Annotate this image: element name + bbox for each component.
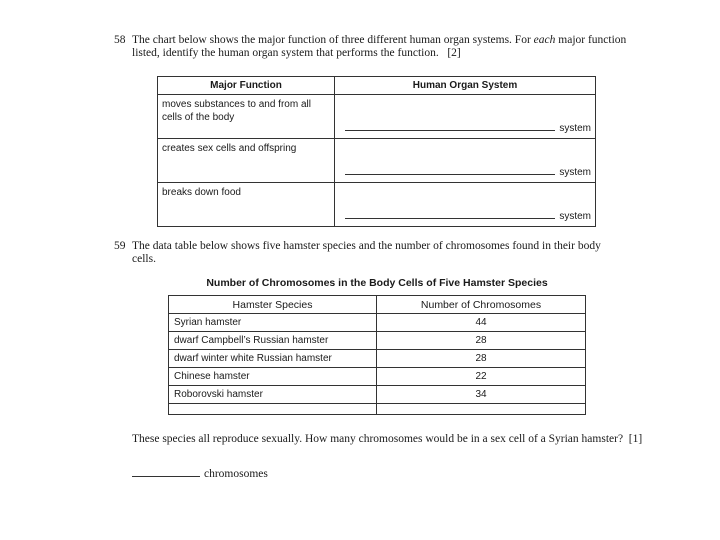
question-58-number: 58: [114, 34, 126, 46]
header-number-of-chromosomes: Number of Chromosomes: [377, 296, 586, 314]
chromosome-answer-line: [132, 466, 268, 480]
header-human-organ-system: Human Organ System: [335, 77, 596, 95]
table-row: [158, 183, 596, 227]
question-59: [114, 240, 642, 266]
answer-blank[interactable]: [345, 166, 555, 175]
species-cell: Roborovski hamster: [169, 386, 377, 404]
hamster-table-title: Number of Chromosomes in the Body Cells of Five Hamster Species: [206, 277, 548, 289]
question-58-line2: listed, identify the human organ system that performs the function. [2]: [132, 47, 461, 59]
chromosome-count-cell: 44: [377, 314, 586, 332]
answer-unit: chromosomes: [204, 468, 268, 480]
question-59-number: 59: [114, 240, 126, 252]
question-58: [114, 34, 642, 60]
table-row: [169, 350, 586, 368]
organ-system-table-header: [158, 77, 596, 95]
table-row: [158, 95, 596, 139]
chromosome-count-cell: 28: [377, 350, 586, 368]
species-cell: dwarf winter white Russian hamster: [169, 350, 377, 368]
empty-cell: [169, 404, 377, 415]
organ-system-answer-cell[interactable]: system: [335, 95, 596, 139]
table-row: [169, 386, 586, 404]
header-major-function: Major Function: [158, 77, 335, 95]
function-cell: creates sex cells and offspring: [158, 139, 335, 183]
answer-blank[interactable]: [345, 210, 555, 219]
question-59-line2: cells.: [132, 253, 156, 265]
organ-system-table: [157, 76, 596, 227]
table-row: [169, 332, 586, 350]
question-59-credit: [1]: [628, 433, 643, 445]
table-row: [169, 368, 586, 386]
empty-cell: [377, 404, 586, 415]
header-hamster-species: Hamster Species: [169, 296, 377, 314]
question-58-credit: [2]: [447, 47, 461, 59]
species-cell: Chinese hamster: [169, 368, 377, 386]
question-59-prompt: These species all reproduce sexually. How many chromosomes would be in a sex cell of a Syrian hamster? [1]: [132, 433, 643, 445]
function-cell: breaks down food: [158, 183, 335, 227]
function-cell: moves substances to and from all cells of the body: [158, 95, 335, 139]
species-cell: dwarf Campbell’s Russian hamster: [169, 332, 377, 350]
species-cell: Syrian hamster: [169, 314, 377, 332]
organ-system-answer-cell[interactable]: system: [335, 183, 596, 227]
chromosome-count-cell: 28: [377, 332, 586, 350]
chromosome-answer-blank[interactable]: [132, 466, 200, 477]
table-row: [158, 139, 596, 183]
question-59-line1: 59 The data table below shows five hamster species and the number of chromosomes found in their body: [114, 240, 601, 252]
question-58-line1: 58 The chart below shows the major function of three different human organ systems. For each major function: [114, 34, 627, 46]
answer-blank[interactable]: [345, 122, 555, 131]
organ-system-answer-cell[interactable]: system: [335, 139, 596, 183]
chromosome-count-cell: 34: [377, 386, 586, 404]
hamster-chromosome-table: [168, 295, 586, 415]
hamster-table-header: [169, 296, 586, 314]
chromosome-count-cell: 22: [377, 368, 586, 386]
table-row: [169, 314, 586, 332]
empty-table-row: [169, 404, 586, 415]
